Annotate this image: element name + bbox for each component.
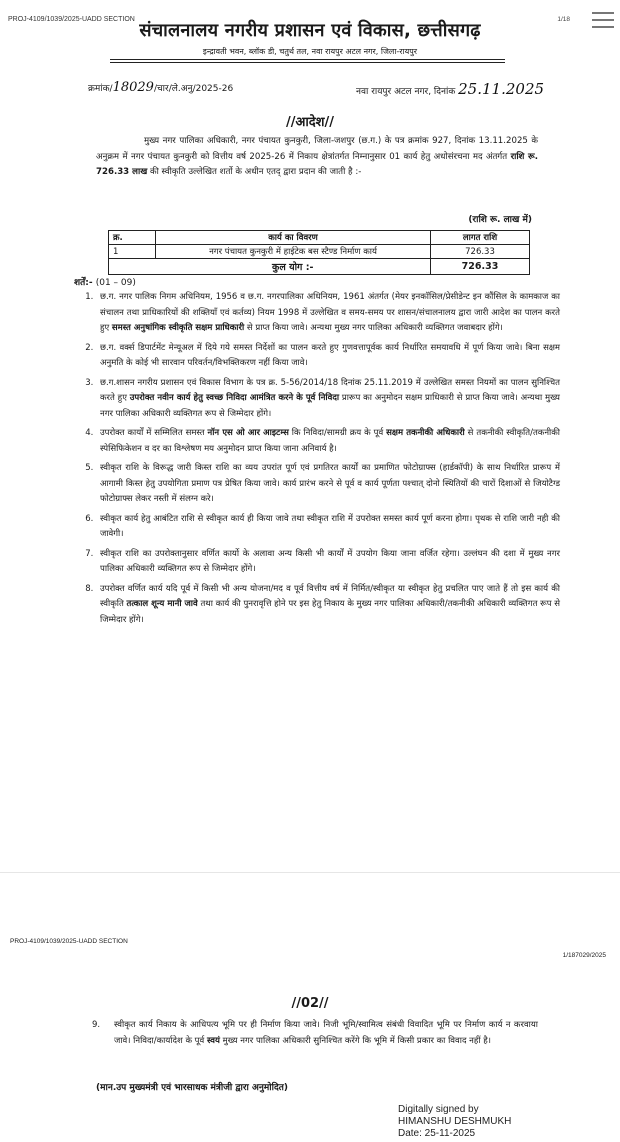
condition-text-part: से प्राप्त किया जावे। अन्यथा मुख्य नगर पालिका अधिकारी व्यक्तिगत जवाबदार होंगे। <box>244 323 503 333</box>
table-cell: नगर पंचायत कुनकुरी में हाईटेक बस स्टैण्ड निर्माण कार्य <box>156 245 431 259</box>
table-cell: 1 <box>109 245 156 259</box>
table-cell: 726.33 <box>431 245 530 259</box>
order-number-suffix: /चार/ले.अनु/2025-26 <box>153 84 234 94</box>
condition-text-part: प्रारूप का अनुमोदन सक्षम प्राधिकारी से प्राप्त किया जावे। अन्यथा मुख्य नगर पालिका अधिकारी व्यक्तिगत रूप से जिम्मेदार होंगे। <box>100 393 560 419</box>
file-number-page2: 1/187029/2025 <box>562 952 606 959</box>
intro-text: मुख्य नगर पालिका अधिकारी, नगर पंचायत कुनकुरी, जिला-जशपुर (छ.ग.) के पत्र क्रमांक 927, दिनांक 13.11.2025 के अनुक्रम में नगर पंचायत कुनकुरी को वित्तीय वर्ष 2025-26 में निकाय क्षेत्रांतर्गत निम्नानुसार 01 कार्य हेतु अधोसंरचना मद अंतर्गत <box>96 136 538 162</box>
table-total-row <box>109 259 530 275</box>
condition-item <box>96 426 560 457</box>
condition-emphasis: सक्षम तकनीकी अधिकारी <box>386 428 465 438</box>
conditions-list <box>74 290 560 632</box>
order-date <box>356 80 544 98</box>
condition-text-part: स्वीकृत कार्य निकाय के आधिपत्य भूमि पर ही निर्माण किया जावे। निजी भूमि/स्वामित्व संबंधी विवादित भूमि पर निर्माण कार्य न करवाया जावे। निविदा/कार्यादेश के पूर्व <box>114 1020 538 1046</box>
page-counter: 1/18 <box>557 16 570 23</box>
condition-text-part: उपरोक्त कार्यों में सम्मिलित समस्त <box>100 428 208 438</box>
work-table <box>108 230 530 275</box>
condition-emphasis: समस्त अनुषांगिक स्वीकृति सक्षम प्राधिकारी <box>111 323 245 333</box>
table-header: क्र. <box>109 231 156 245</box>
condition-text-part: तथा कार्य की पुनरावृत्ति होने पर इस हेतु निकाय के मुख्य नगर पालिका अधिकारी/तकनीकी अधिकारी व्यक्तिगत रूप से जिम्मेदार होंगे। <box>100 599 561 625</box>
condition-text-part: उपरोक्त वर्णित कार्य यदि पूर्व में किसी भी अन्य योजना/मद व पूर्व वित्तीय वर्ष में निर्मित/स्वीकृत या स्वीकृत हेतु प्रचलित पाए जाते हैं तो इस कार्य की स्वीकृति <box>100 583 560 609</box>
total-label: कुल योग :- <box>156 259 431 275</box>
condition-item <box>96 547 560 578</box>
condition-emphasis: स्वयं <box>206 1035 220 1046</box>
total-amount: 726.33 <box>431 259 530 275</box>
condition-item <box>96 512 560 543</box>
condition-text-part: स्वीकृत राशि का उपरोक्तानुसार वर्णित कार्यो के अलावा अन्य किसी भी कार्यों में उपयोग किया जाना वर्जित रहेगा। उल्लंघन की दशा में मुख्य नगर पालिका अधिकारी व्यक्तिगत रूप से जिम्मेदार होंगे। <box>100 548 560 574</box>
condition-emphasis: नॉन एस ओ आर आइटम्स <box>207 428 289 438</box>
table-cell <box>109 259 156 275</box>
condition-item <box>96 290 560 337</box>
department-title: संचालनालय नगरीय प्रशासन एवं विकास, छत्तीसगढ़ <box>139 20 481 41</box>
table-header: लागत राशि <box>431 231 530 245</box>
signer-name: HIMANSHU DESHMUKH <box>398 1116 512 1127</box>
condition-text-part: छ.ग.शासन नगरीय प्रशासन एवं विकास विभाग के पत्र क्र. 5-56/2014/18 दिनांक 25.11.2019 में उल्लेखित समस्त नियमों का पालन सुनिश्चित करते हुए <box>100 377 560 403</box>
conditions-heading <box>74 275 136 288</box>
page-separator <box>0 872 620 873</box>
department-address: इन्द्रावती भवन, ब्लॉक डी, चतुर्थ तल, नवा रायपुर अटल नगर, जिला-रायपुर <box>202 47 418 56</box>
condition-item <box>96 376 560 423</box>
signature-date: Date: 25-11-2025 <box>398 1128 476 1139</box>
condition-text-part: स्वीकृत कार्य हेतु आबंटित राशि से स्वीकृत कार्य ही किया जावे तथा स्वीकृत राशि में उपरोक्त समस्त कार्य पूर्ण करना होगा। पृथक से राशि जारी नही की जावेगी। <box>100 513 560 539</box>
date-handwritten: 25.11.2025 <box>458 80 545 98</box>
condition-item-9 <box>92 1018 538 1049</box>
approval-note: (मान.उप मुख्यमंत्री एवं भारसाधक मंत्रीजी द्वारा अनुमोदित) <box>96 1083 288 1093</box>
table-row <box>109 245 530 259</box>
condition-item <box>96 341 560 372</box>
signature-line: Digitally signed by <box>398 1104 479 1115</box>
place-date-label: नवा रायपुर अटल नगर, दिनांक <box>356 87 456 97</box>
intro-text-end: की स्वीकृति उल्लेखित शर्तो के अधीन एतद् द्वारा प्रदान की जाती है :- <box>149 167 362 177</box>
order-number-label: क्रमांक/ <box>88 84 113 94</box>
table-header: कार्य का विवरण <box>156 231 431 245</box>
conditions-label: शर्तें:- <box>74 278 93 288</box>
condition-text-part: छ.ग. नगर पालिक निगम अधिनियम, 1956 व छ.ग. नगरपालिका अधिनियम, 1961 अंतर्गत (मेयर इनकॉसिल/प्रेसीडेन्ट इन कौंसिल के कामकाज का संचालन तथा प्राधिकारियों की शक्तियाँ एवं कर्तव्य) नियम 1998 में उल्लेखित व समय-समय पर शासन/संचालनालय द्वारा जारी आदेश का पालन करते हुए <box>100 292 560 333</box>
order-number-handwritten: 18029 <box>112 80 154 95</box>
header-divider <box>110 62 505 63</box>
table-header-row <box>109 231 530 245</box>
condition-emphasis: तत्काल शून्य मानी जावे <box>126 599 198 609</box>
condition-text-part: छ.ग. वर्क्स डिपार्टमेंट मेन्यूअल में दिये गये समस्त निर्देशों का पालन करते हुए गुणवत्तापूर्वक कार्य निर्धारित समयावधि में पूर्ण किया जावे। बिना सक्षम अनुमति के कोई भी सारवान परिवर्तन/विभक्तिकरण नहीं किया जावे। <box>100 342 560 368</box>
unit-note: (राशि रू. लाख में) <box>468 215 532 225</box>
conditions-range: (01 – 09) <box>95 278 136 288</box>
file-reference-page2: PROJ-4109/1039/2025-UADD SECTION <box>10 938 128 945</box>
file-reference: PROJ-4109/1039/2025-UADD SECTION <box>8 16 135 23</box>
condition-text-part: कि निविदा/सामग्री क्रय के पूर्व <box>288 428 387 438</box>
order-intro-paragraph <box>96 134 538 181</box>
condition-text-part: से तकनीकी स्वीकृति/तकनीकी स्पेसिफिकेशन व दर का विश्लेषण मय अनुमोदन प्राप्त किया जाना अनिवार्य है। <box>100 428 560 454</box>
digital-signature <box>398 1104 511 1140</box>
order-number <box>88 80 233 95</box>
condition-item <box>96 582 560 629</box>
order-heading: //आदेश// <box>285 115 335 130</box>
condition-item <box>96 461 560 508</box>
condition-text-part: स्वीकृत राशि के विरूद्ध जारी किस्त राशि का व्यय उपरांत पूर्ण एवं प्रगतिरत कार्यों का प्रमाणित फोटोग्राफ्स (हार्डकॉपी) के साथ निर्धारित प्रारूप में आगामी किस्त हेतु उपयोगिता प्रमाण पत्र प्रेषित किया जावे। कार्य प्रारंभ करने से पूर्व व कार्य पूर्णता पश्चात् दोनो स्थितियों की चारों दिशाओं से जियोटैग्ड फोटोग्राफ्स लेकर नस्ती में संलग्न करे। <box>100 463 560 504</box>
page2-heading: //02// <box>291 996 329 1011</box>
condition-emphasis: उपरोक्त नवीन कार्य हेतु स्वच्छ निविदा आमंत्रित करने के पूर्व निविदा <box>129 393 340 403</box>
condition-number: 9. <box>92 1020 101 1030</box>
condition-text-part: मुख्य नगर पालिका अधिकारी सुनिश्चित करेंगे कि भूमि में किसी प्रकार का विवाद नहीं है। <box>219 1035 492 1046</box>
condition-text <box>114 1018 538 1049</box>
sanctioned-amount: राशि रू. 726.33 लाख <box>96 151 538 177</box>
header-divider <box>110 59 505 60</box>
